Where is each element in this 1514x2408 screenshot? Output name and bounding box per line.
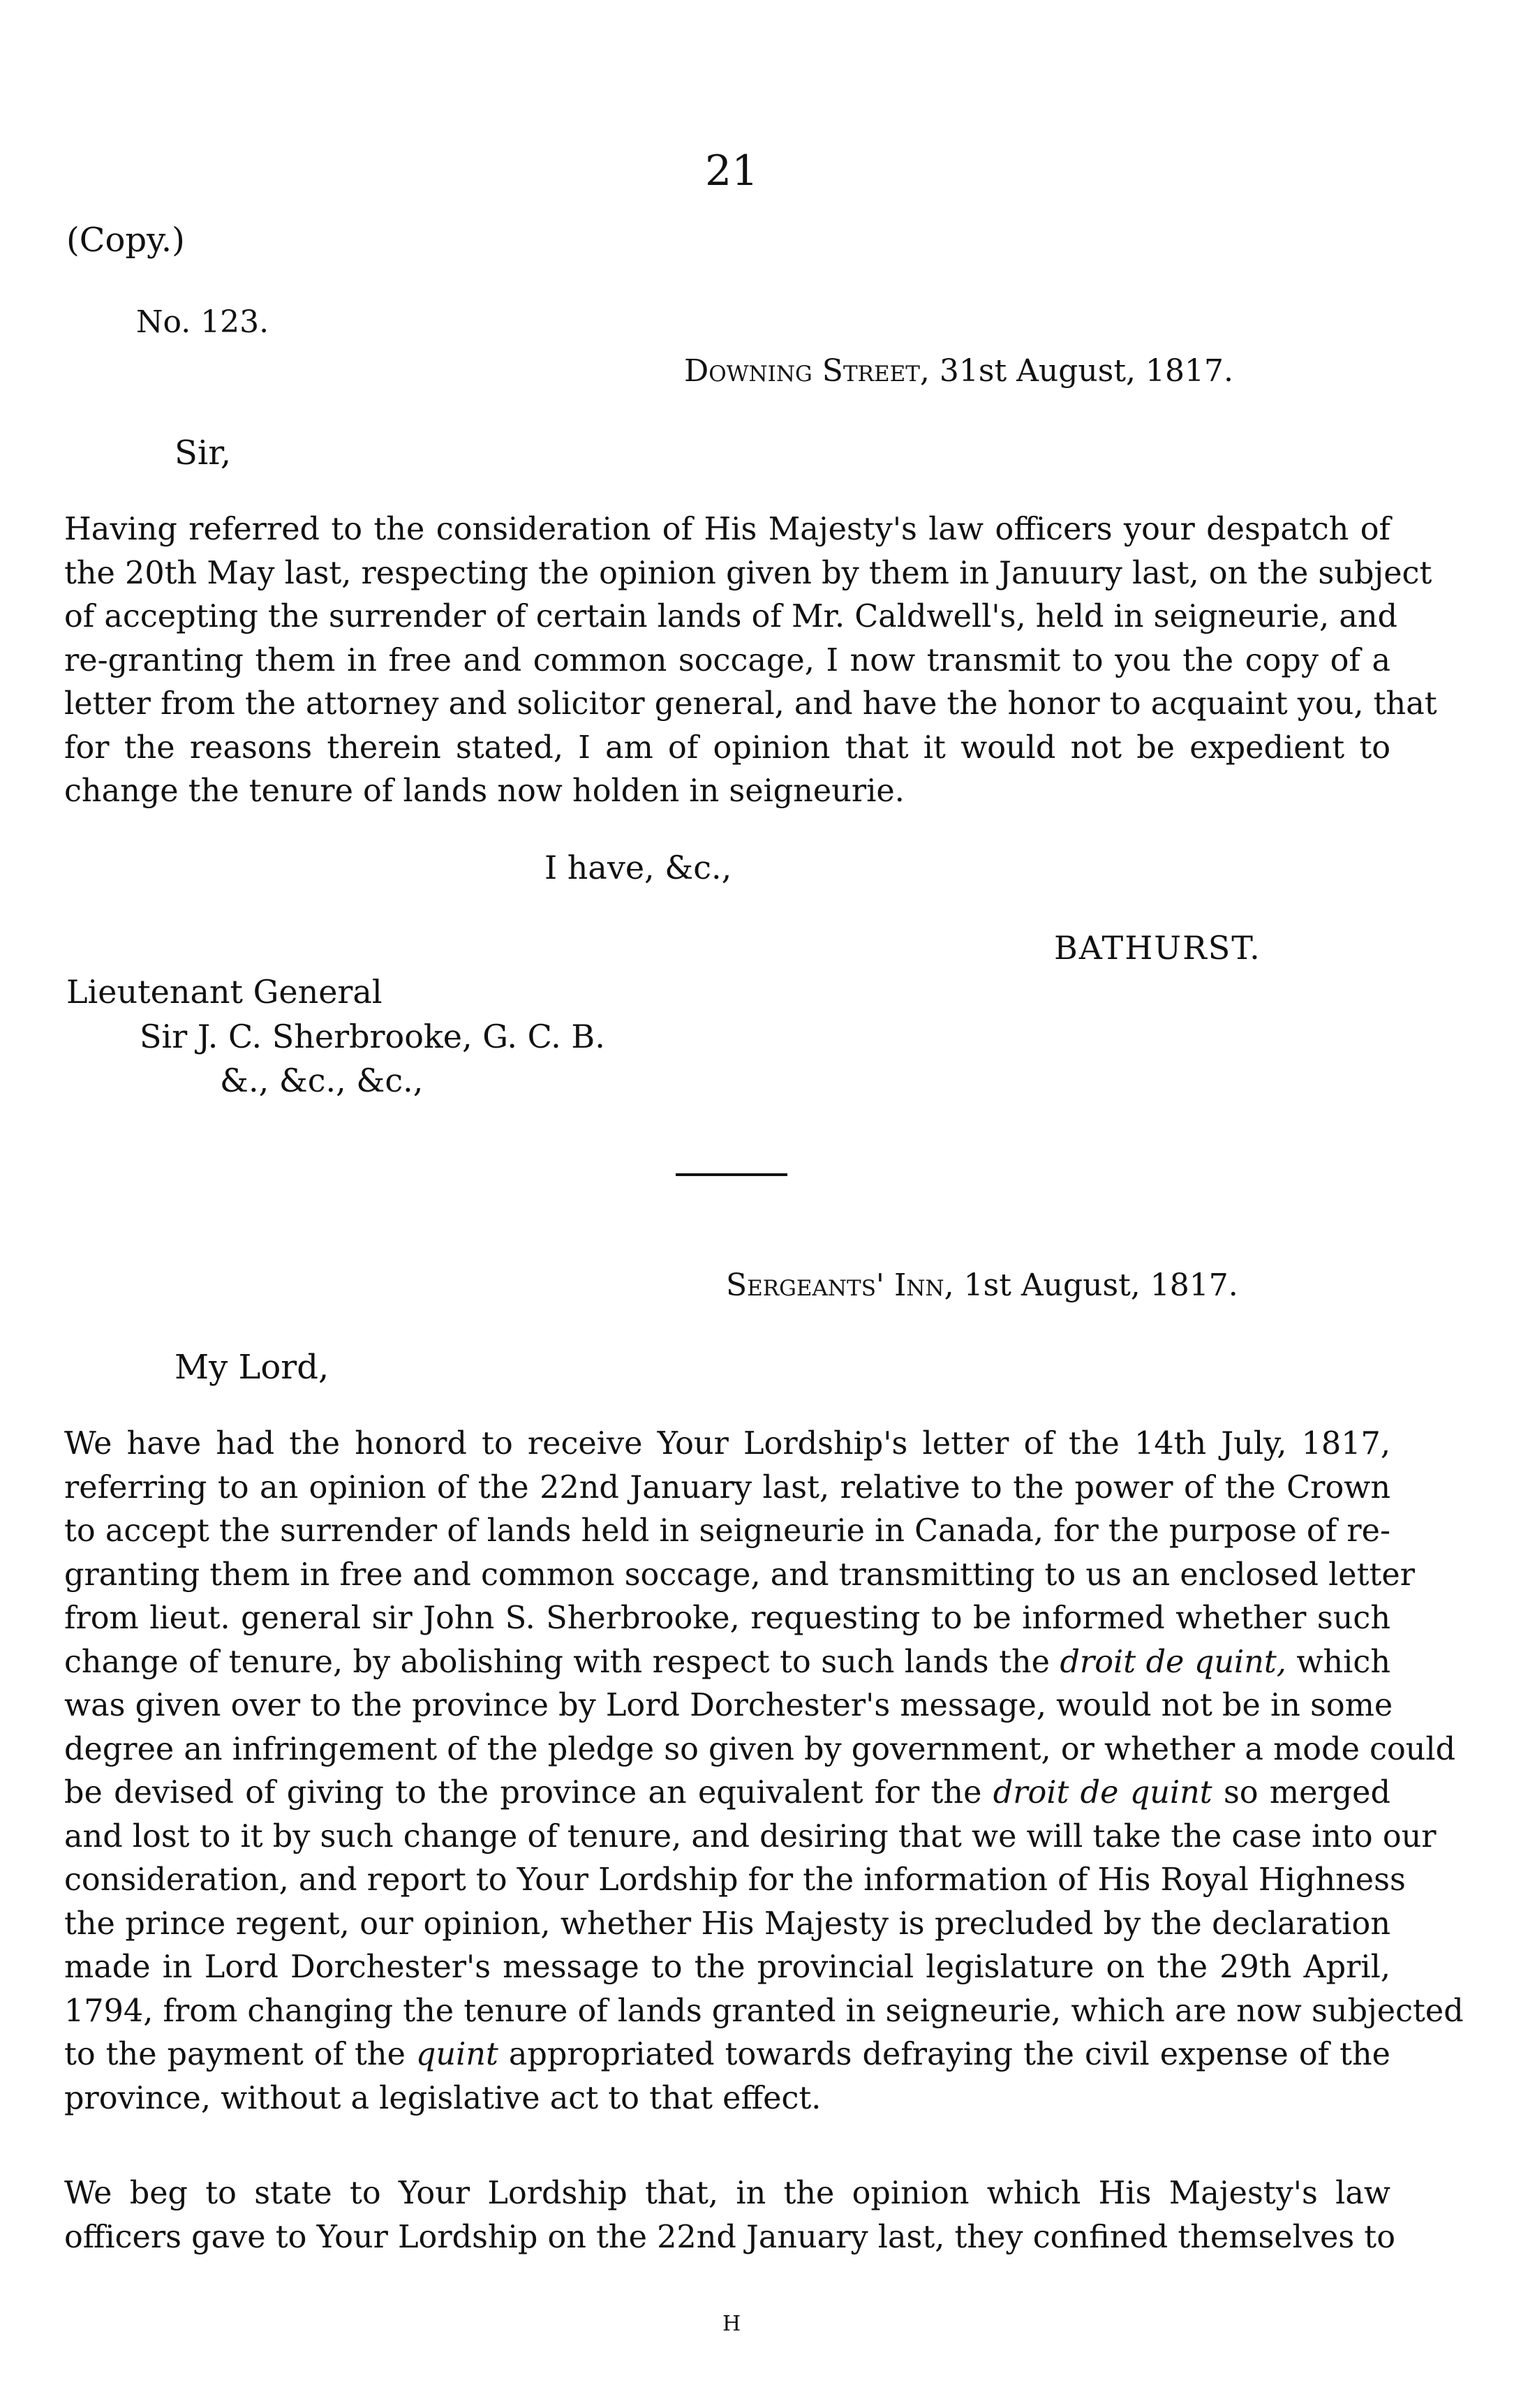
letter2-line-text: change of tenure, by abolishing with respect to such lands the — [64, 1644, 1050, 1680]
letter2-line — [64, 1641, 1390, 1685]
letter1-body-line: letter from the attorney and solicitor general, and have the honor to acquaint you, that — [64, 686, 1437, 722]
letter1-addressee-line: Sir J. C. Sherbrooke, G. C. B. — [140, 1018, 605, 1055]
letter1-body — [64, 508, 1437, 814]
letter1-place-date — [684, 353, 1233, 389]
letter2-line: referring to an opinion of the 22nd January last, relative to the power of the Crown — [64, 1469, 1390, 1506]
letter2-line: from lieut. general sir John S. Sherbrooke, requesting to be informed whether such — [64, 1600, 1390, 1636]
letter1-date: 31st August, 1817. — [939, 353, 1233, 389]
letter1-place: Downing Street, — [684, 353, 930, 389]
letter2-line: We have had the honord to receive Your Lordship's letter of the 14th July, 1817, — [64, 1426, 1390, 1462]
letter2-date: 1st August, 1817. — [963, 1268, 1238, 1303]
letter1-addressee-line: &., &c., &c., — [220, 1062, 424, 1099]
letter1-body-line: the 20th May last, respecting the opinion given by them in Januury last, on the subject — [64, 555, 1432, 591]
letter1-body-line: change the tenure of lands now holden in seigneurie. — [64, 773, 905, 809]
section-divider — [676, 1173, 787, 1176]
letter2-line: made in Lord Dorchester's message to the provincial legislature on the 29th April, — [64, 1949, 1390, 1985]
letter2-italic-term: droit de quint, — [1060, 1644, 1286, 1680]
letter2-line: the prince regent, our opinion, whether His Majesty is precluded by the declaration — [64, 1905, 1390, 1942]
letter2-italic-term: quint — [415, 2037, 498, 2072]
copy-label: (Copy.) — [66, 221, 185, 260]
letter2-line: We beg to state to Your Lordship that, in the opinion which His Majesty's law — [64, 2176, 1390, 2211]
letter2-line: officers gave to Your Lordship on the 22nd January last, they confined themselves to — [64, 2219, 1395, 2255]
letter2-line: and lost to it by such change of tenure, and desiring that we will take the case into our — [64, 1818, 1437, 1855]
letter2-place: Sergeants' Inn, — [726, 1268, 954, 1303]
letter1-body-line: re-granting them in free and common soccage, I now transmit to you the copy of a — [64, 642, 1390, 678]
letter1-closing: I have, &c., — [544, 849, 732, 886]
letter2-place-date — [726, 1270, 1238, 1301]
letter2-line: 1794, from changing the tenure of lands granted in seigneurie, which are now subjected — [64, 1993, 1464, 2029]
document-number: No. 123. — [136, 304, 269, 340]
letter1-addressee-line: Lieutenant General — [66, 973, 383, 1011]
letter2-paragraph-2 — [64, 2172, 1395, 2259]
letter2-line: degree an infringement of the pledge so given by government, or whether a mode could — [64, 1731, 1456, 1767]
letter2-line-text: which — [1296, 1644, 1390, 1680]
letter2-paragraph-1 — [64, 1422, 1464, 2120]
letter1-salutation: Sir, — [175, 433, 232, 473]
letter1-body-line: for the reasons therein stated, I am of opinion that it would not be expedient to — [64, 729, 1390, 766]
letter2-italic-term: droit de quint — [993, 1775, 1212, 1811]
letter2-line-text: be devised of giving to the province an equivalent for the — [64, 1775, 982, 1811]
letter2-line-text: to the payment of the — [64, 2037, 406, 2072]
letter2-salutation: My Lord, — [175, 1348, 329, 1387]
letter1-body-line: Having referred to the consideration of His Majesty's law officers your despatch of — [64, 512, 1390, 547]
letter2-line: was given over to the province by Lord Dorchester's message, would not be in some — [64, 1688, 1393, 1723]
letter2-line: consideration, and report to Your Lordship for the information of His Royal Highness — [64, 1862, 1406, 1898]
page-number: 21 — [705, 147, 759, 195]
letter2-line: province, without a legislative act to that effect. — [64, 2080, 822, 2116]
letter1-body-line: of accepting the surrender of certain lands of Mr. Caldwell's, held in seigneurie, and — [64, 599, 1398, 634]
letter2-line-text: so merged — [1223, 1775, 1390, 1811]
printer-signature-mark: H — [722, 2312, 741, 2336]
letter2-line: granting them in free and common soccage, and transmitting to us an enclosed letter — [64, 1556, 1416, 1593]
letter2-line-text: appropriated towards defraying the civil expense of the — [508, 2037, 1390, 2072]
letter1-signature: BATHURST. — [1054, 929, 1261, 967]
letter2-line — [64, 1771, 1390, 1815]
letter2-line: to accept the surrender of lands held in seigneurie in Canada, for the purpose of re- — [64, 1513, 1390, 1549]
letter2-line — [64, 2033, 1390, 2077]
